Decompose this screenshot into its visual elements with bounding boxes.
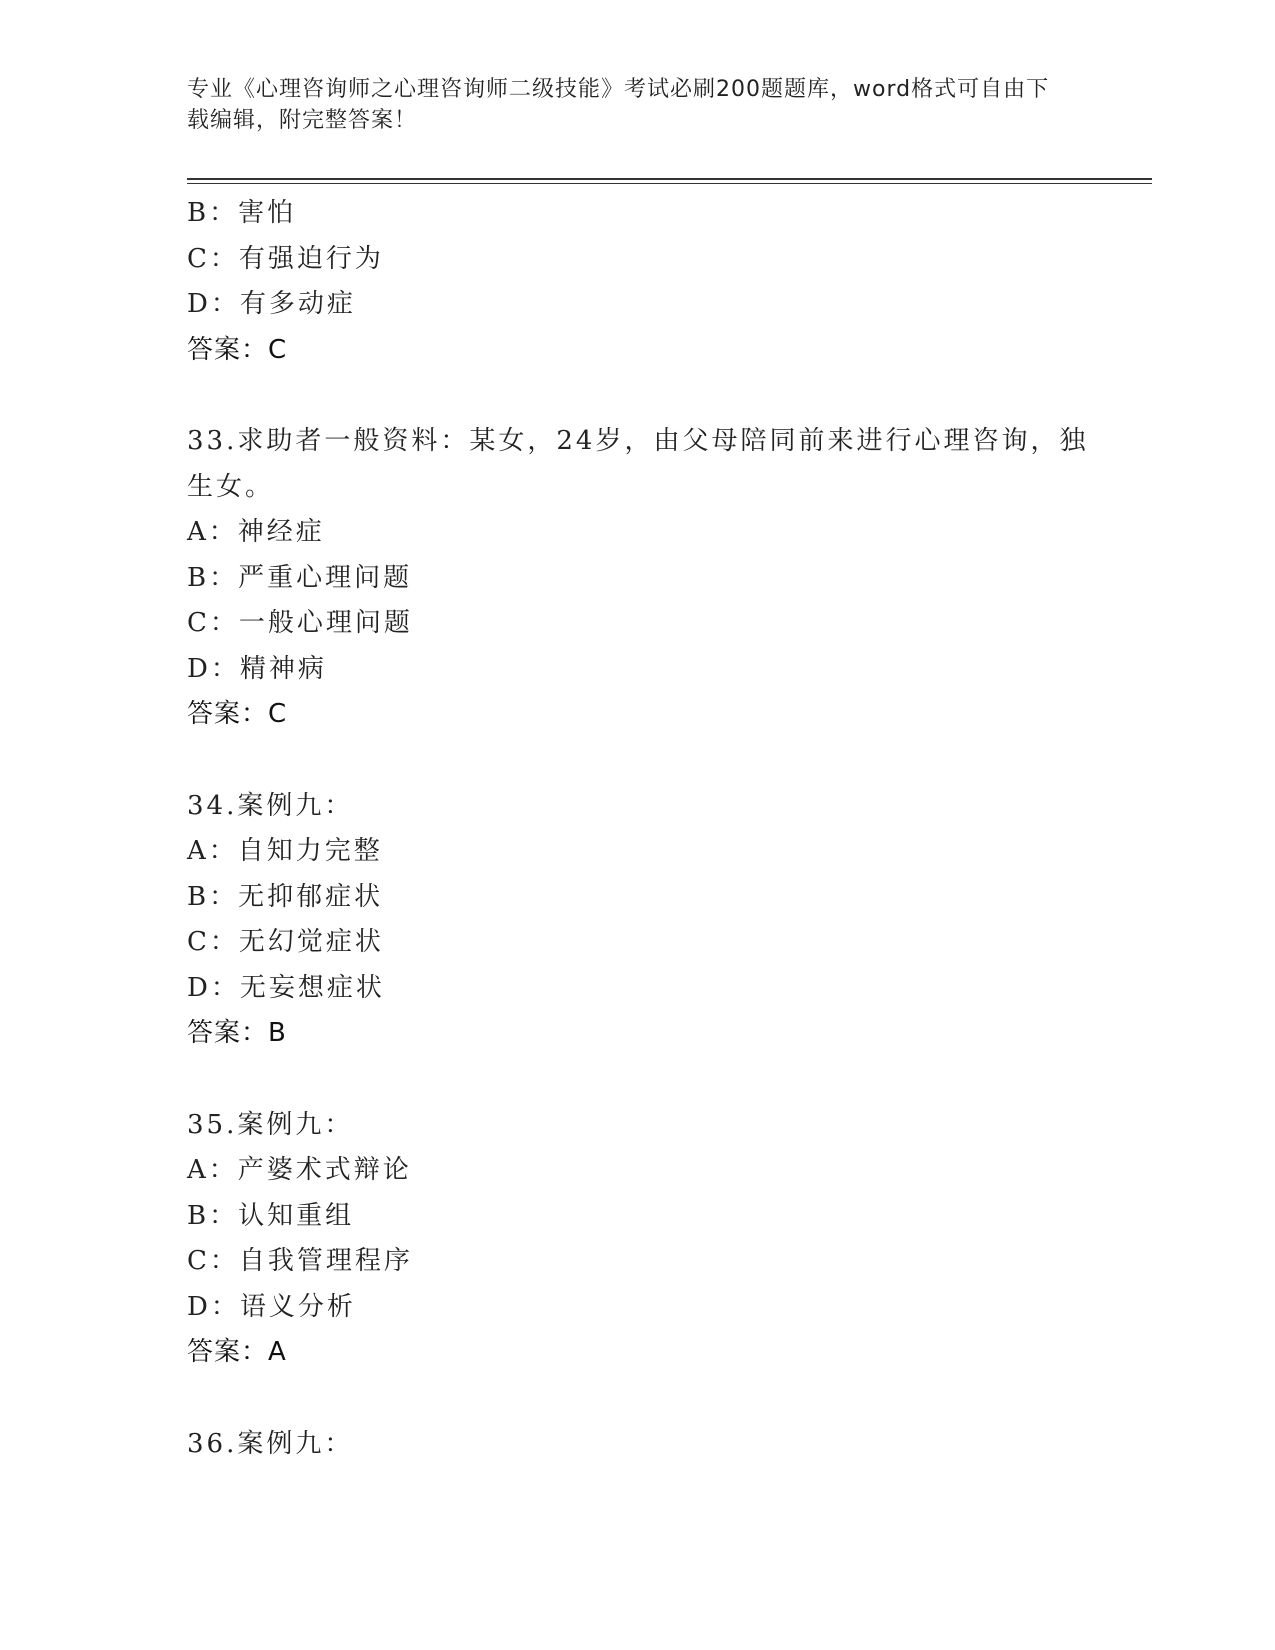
question-number: 33. — [187, 426, 238, 456]
option-c: C：自我管理程序 — [187, 1246, 413, 1276]
question-36 — [187, 1422, 1107, 1468]
header-divider — [187, 178, 1152, 180]
question-stem — [187, 784, 1107, 830]
question-number: 35. — [187, 1109, 238, 1140]
question-list — [187, 191, 1107, 1467]
option-c: C：有强迫行为 — [187, 243, 384, 274]
answer: 答案：C — [187, 334, 288, 365]
option-b: B：认知重组 — [187, 1200, 355, 1231]
answer: 答案：C — [187, 699, 288, 729]
question-number: 36. — [187, 1428, 238, 1459]
question-number: 34. — [187, 790, 238, 821]
question-stem — [187, 1103, 1107, 1149]
answer: 答案：A — [187, 1337, 287, 1367]
option-b: B：害怕 — [187, 198, 297, 228]
question-stem — [187, 1422, 1107, 1468]
option-d: D：有多动症 — [187, 289, 356, 319]
option-d: D：语义分析 — [187, 1291, 356, 1322]
option-a: A：自知力完整 — [187, 836, 383, 866]
question-34 — [187, 784, 1107, 1057]
question-35 — [187, 1103, 1107, 1376]
question-text: 求助者一般资料：某女，24岁，由父母陪同前来进行心理咨询，独生女。 — [187, 426, 1089, 502]
question-text: 案例九： — [237, 1428, 354, 1459]
partial-question — [187, 191, 1107, 373]
option-a: A：产婆术式辩论 — [187, 1155, 412, 1185]
header-text: 专业《心理咨询师之心理咨询师二级技能》考试必刷200题题库，word格式可自由下载编辑，附完整答案！ — [187, 77, 1050, 133]
document-header — [187, 74, 1067, 136]
option-c: C：一般心理问题 — [187, 608, 413, 638]
option-c: C：无幻觉症状 — [187, 927, 384, 957]
question-33 — [187, 419, 1107, 738]
option-b: B：无抑郁症状 — [187, 881, 384, 912]
option-b: B：严重心理问题 — [187, 562, 413, 593]
option-a: A：神经症 — [187, 517, 325, 547]
header-divider-thin — [187, 183, 1152, 184]
option-d: D：无妄想症状 — [187, 972, 385, 1003]
option-d: D：精神病 — [187, 653, 327, 684]
question-text: 案例九： — [237, 1109, 354, 1140]
question-text: 案例九： — [237, 790, 354, 821]
answer: 答案：B — [187, 1018, 287, 1048]
question-stem — [187, 419, 1107, 510]
